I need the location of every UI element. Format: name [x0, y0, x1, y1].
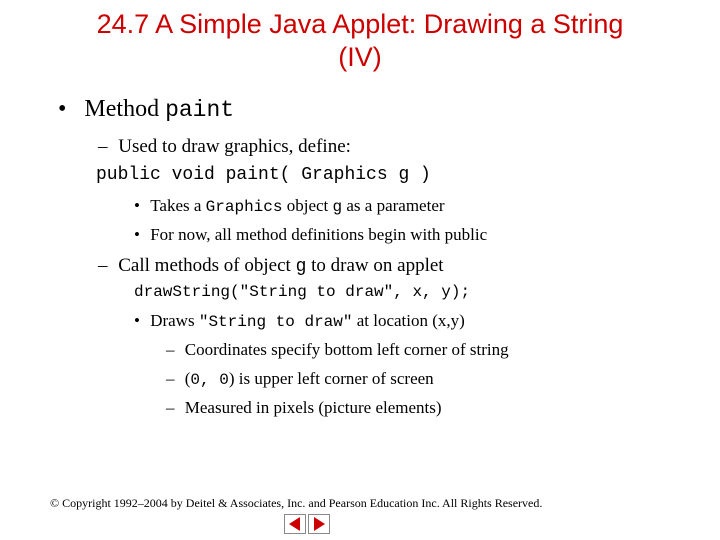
bullet-method-paint: [58, 96, 234, 123]
list-item-code: "String to draw": [198, 313, 353, 331]
next-slide-button[interactable]: [308, 514, 330, 534]
code-line-paint-signature: public void paint( Graphics g ): [96, 165, 431, 185]
list-item-text: object: [282, 196, 333, 215]
list-item-text: Takes a: [150, 196, 206, 215]
bullet-text: Method: [84, 96, 166, 122]
list-item-text: Draws: [150, 311, 199, 330]
bullet-marker: •: [134, 196, 140, 215]
list-item-text: For now, all method definitions begin with public: [150, 225, 488, 244]
list-item-draws-string: [134, 311, 465, 331]
slide-title-line1: 24.7 A Simple Java Applet: Drawing a String: [96, 9, 624, 39]
list-subitem-origin: [166, 369, 434, 389]
copyright-footer: © Copyright 1992–2004 by Deitel & Associates, Inc. and Pearson Education Inc. All Rights Reserved.: [50, 496, 543, 510]
dash-marker: –: [166, 369, 175, 388]
triangle-left-icon: [284, 514, 306, 534]
list-subitem-text: ) is upper left corner of screen: [228, 369, 434, 388]
list-item-text: as a parameter: [342, 196, 445, 215]
bullet-marker: •: [134, 311, 140, 330]
dash-marker: –: [166, 398, 175, 417]
list-item-code: Graphics: [205, 198, 283, 216]
triangle-right-icon: [308, 514, 330, 534]
sub-item-text: Call methods of object: [118, 255, 296, 276]
code-line-drawstring: drawString("String to draw", x, y);: [134, 283, 471, 301]
list-item-method-definitions: [134, 225, 487, 245]
sub-item-text: Used to draw graphics, define:: [118, 136, 351, 157]
list-subitem-coordinates: [166, 340, 509, 360]
list-subitem-pixels: [166, 398, 442, 418]
list-subitem-code: 0, 0: [190, 371, 229, 389]
list-item-text: at location (x,y): [352, 311, 465, 330]
list-subitem-text: (: [184, 369, 191, 388]
sub-item-call-methods: [98, 255, 444, 277]
previous-slide-button[interactable]: [284, 514, 306, 534]
dash-marker: –: [98, 255, 108, 276]
bullet-code: paint: [165, 97, 235, 123]
bullet-marker: •: [58, 96, 67, 122]
dash-marker: –: [166, 340, 175, 359]
slide-title: [0, 8, 720, 74]
bullet-marker: •: [134, 225, 140, 244]
sub-item-used-to-draw: [98, 136, 351, 158]
dash-marker: –: [98, 136, 108, 157]
list-item-code: g: [332, 198, 343, 216]
sub-item-code: g: [295, 257, 307, 277]
list-subitem-text: Measured in pixels (picture elements): [184, 398, 442, 417]
slide-title-line2: (IV): [338, 42, 382, 72]
list-item-graphics-param: [134, 196, 445, 216]
sub-item-text: to draw on applet: [306, 255, 444, 276]
list-subitem-text: Coordinates specify bottom left corner of string: [184, 340, 509, 359]
